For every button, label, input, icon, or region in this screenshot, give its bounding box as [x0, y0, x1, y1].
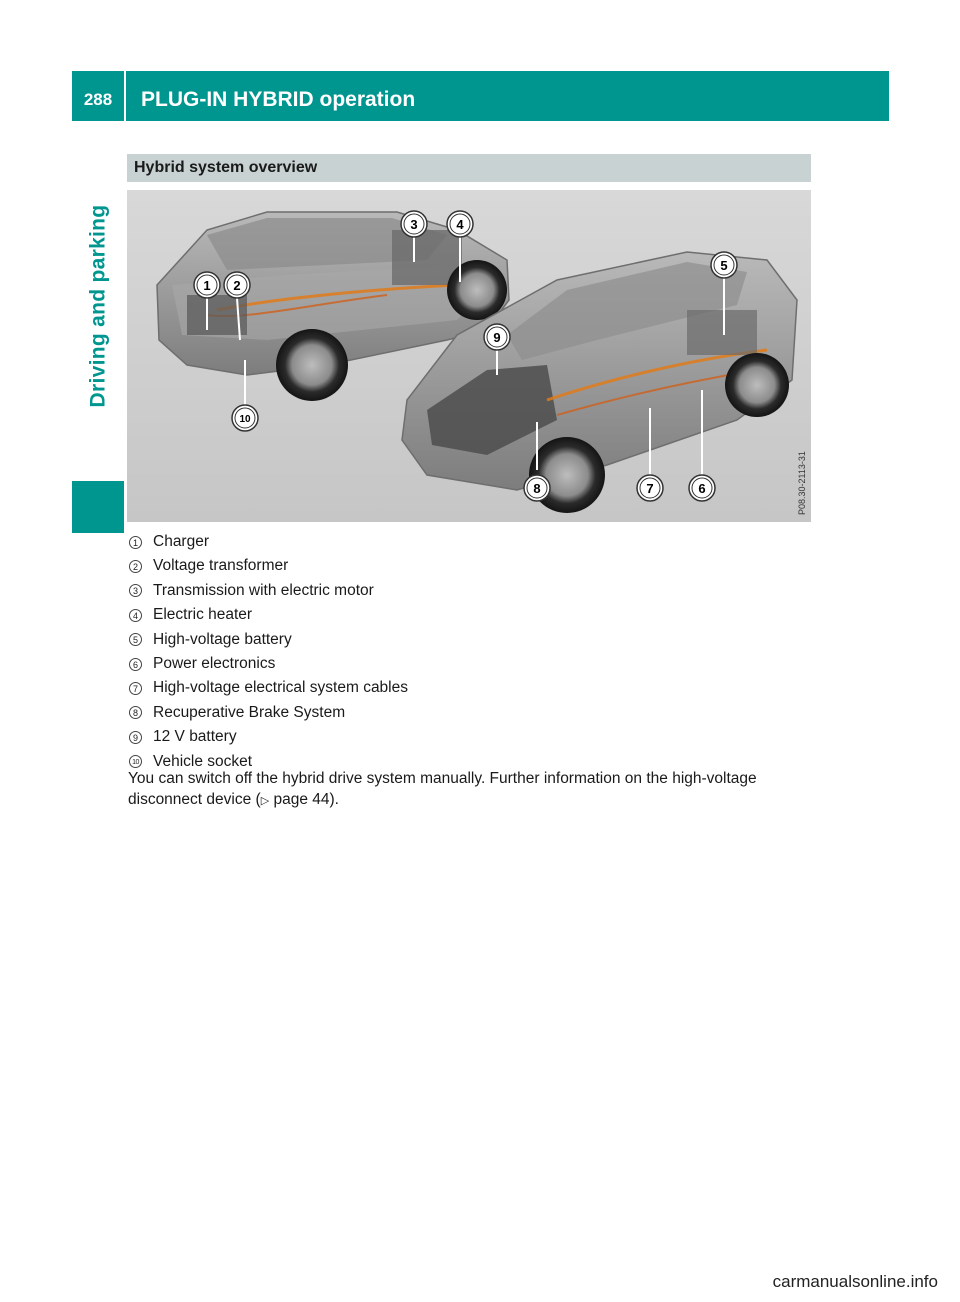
page-header — [72, 71, 889, 121]
legend-label: High-voltage battery — [153, 630, 292, 648]
callout-1 — [194, 272, 220, 298]
legend-item — [129, 628, 819, 652]
legend-number: 8 — [129, 706, 142, 719]
legend-number: 4 — [129, 609, 142, 622]
legend-item — [129, 725, 819, 749]
svg-text:2: 2 — [233, 278, 241, 293]
legend-number: 2 — [129, 560, 142, 573]
legend-list — [129, 530, 819, 774]
legend-label: High-voltage electrical system cables — [153, 679, 408, 697]
legend-label: Voltage transformer — [153, 557, 289, 575]
callout-5 — [711, 252, 737, 278]
svg-text:8: 8 — [533, 481, 541, 496]
callout-2 — [224, 272, 250, 298]
callout-9 — [484, 324, 510, 350]
legend-number: 1 — [129, 536, 142, 549]
svg-text:7: 7 — [646, 481, 654, 496]
callout-8 — [524, 475, 550, 501]
callout-4 — [447, 211, 473, 237]
callout-10 — [232, 405, 258, 431]
callout-6 — [689, 475, 715, 501]
legend-label: Charger — [153, 533, 209, 550]
legend-label: Recuperative Brake System — [153, 703, 346, 721]
callout-7 — [637, 475, 663, 501]
svg-text:3: 3 — [410, 217, 418, 232]
page-reference-arrow-icon: ▷ — [260, 795, 270, 807]
legend-label: Power electronics — [153, 654, 276, 672]
legend-item — [129, 579, 819, 603]
legend-number: 7 — [129, 682, 142, 695]
legend-number: 9 — [129, 731, 142, 744]
page-reference-link[interactable]: page 44 — [269, 791, 330, 808]
svg-text:5: 5 — [720, 258, 728, 273]
svg-text:9: 9 — [493, 330, 501, 345]
svg-text:6: 6 — [698, 481, 706, 496]
chapter-side-tab — [72, 131, 124, 481]
legend-label: Vehicle socket — [153, 752, 253, 770]
legend-number: 10 — [129, 755, 142, 768]
image-code: P08.30-2113-31 — [797, 451, 807, 515]
legend-item — [129, 554, 819, 578]
chapter-title: PLUG-IN HYBRID operation — [141, 88, 416, 111]
hybrid-system-diagram — [127, 190, 811, 522]
legend-number: 6 — [129, 658, 142, 671]
svg-text:1: 1 — [203, 278, 211, 293]
callout-3 — [401, 211, 427, 237]
body-text-end: ). — [329, 791, 339, 808]
site-watermark: carmanualsonline.info — [772, 1272, 938, 1291]
svg-text:10: 10 — [239, 414, 251, 425]
legend-label: Electric heater — [153, 606, 253, 624]
vehicle-cutaway-illustration — [127, 190, 811, 522]
page-number: 288 — [72, 71, 126, 121]
side-tab-marker — [72, 481, 124, 533]
body-paragraph — [128, 768, 818, 813]
legend-number: 3 — [129, 584, 142, 597]
svg-text:4: 4 — [456, 217, 464, 232]
legend-label: 12 V battery — [153, 728, 237, 746]
body-text-start: You can switch off the hybrid drive system manually. Further information on the high-voltage disconnect device ( — [128, 769, 757, 808]
legend-item — [129, 603, 819, 627]
legend-item — [129, 530, 819, 554]
legend-label: Transmission with electric motor — [153, 581, 374, 599]
legend-number: 5 — [129, 633, 142, 646]
legend-item — [129, 701, 819, 725]
legend-item — [129, 676, 819, 700]
legend-item — [129, 652, 819, 676]
section-heading: Hybrid system overview — [127, 154, 811, 182]
side-tab-label: Driving and parking — [86, 204, 109, 408]
